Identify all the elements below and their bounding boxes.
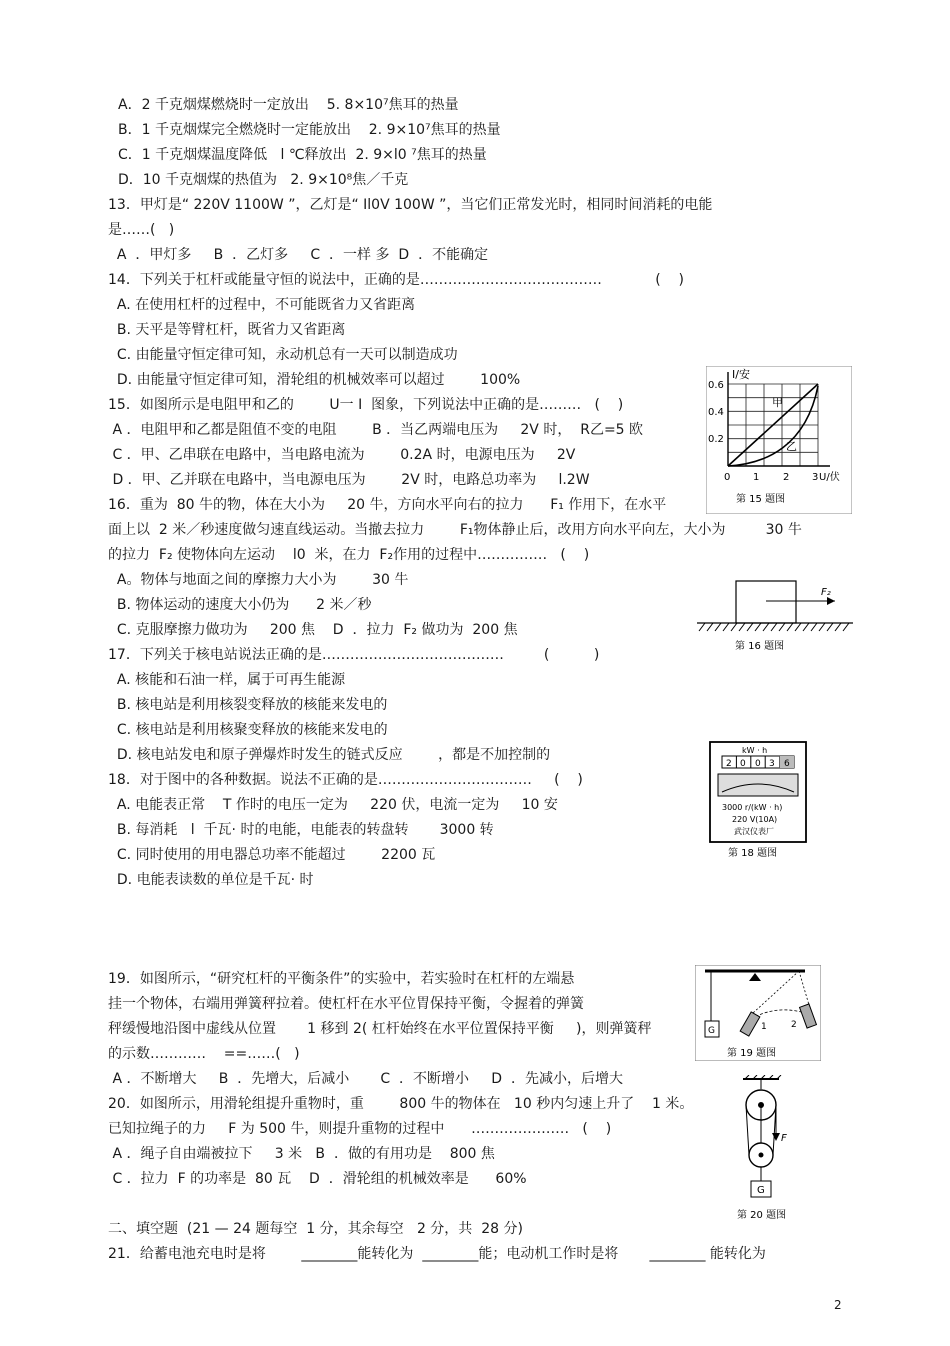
option-line: C. 由能量守恒定律可知，永动机总有一天可以制造成功 (108, 347, 458, 363)
option-line: A. 电能表正常 T 作时的电压一定为 220 伏，电流一定为 10 安 (108, 797, 558, 813)
question-18: 18．对于图中的各种数据。说法不正确的是…………………………… ( ) (108, 772, 583, 788)
question-19: 19．如图所示，“研究杠杆的平衡条件”的实验中，若实验时在杠杆的左端悬 (108, 971, 575, 987)
option-line: A. 在使用杠杆的过程中，不可能既省力又省距离 (108, 297, 416, 313)
figure-20-pulley (735, 1075, 809, 1225)
question-21: 21．给蓄电池充电时是将 ________能转化为 ________能；电动机工作时是将 ________ 能转化为 (108, 1246, 766, 1262)
x-tick: 2 (783, 472, 790, 483)
option-line: B．1 千克烟煤完全燃烧时一定能放出 2. 9×10⁷焦耳的热量 (118, 122, 501, 138)
x-tick: 0 (724, 472, 731, 483)
question-line: 挂一个物体，右端用弹簧秤拉着。使杠杆在水平位胃保持平衡，令握着的弹簧 (108, 996, 584, 1012)
option-line: A. 核能和石油一样，属于可再生能源 (108, 672, 346, 688)
meter-digit: 2 (726, 759, 732, 769)
curve-label-a: 甲 (772, 396, 783, 409)
x-axis-label: U/伏 (819, 472, 840, 483)
question-line: 的示数………… ==……( ) (108, 1046, 300, 1062)
position-1-label: 1 (761, 1022, 767, 1032)
meter-rating: 220 V(10A) (732, 815, 778, 824)
question-13: 13．甲灯是“ 220V 1100W ”，乙灯是“ Il0V 100W ”，当它们正常发光时，相同时间消耗的电能 (108, 197, 713, 213)
meter-digit: 3 (769, 759, 775, 769)
y-tick: 0.2 (708, 434, 724, 445)
y-axis-label: I/安 (732, 368, 750, 381)
option-line: A。物体与地面之间的摩擦力大小为 30 牛 (108, 572, 409, 588)
option-line: A ．不断增大 B ．先增大，后减小 C ．不断增小 D ．先减小，后增大 (108, 1071, 623, 1087)
option-line: D. 由能量守恒定律可知，滑轮组的机械效率可以超过 100% (108, 372, 521, 388)
question-line: 是……( ) (108, 222, 175, 238)
y-tick: 0.6 (708, 380, 724, 391)
weight-label: G (757, 1185, 765, 1196)
figure-caption: 第 15 题图 (736, 494, 786, 505)
question-14: 14．下列关于杠杆或能量守恒的说法中，正确的是………………………………… ( ) (108, 272, 684, 288)
figure-caption: 第 19 题图 (727, 1048, 777, 1059)
option-line: C. 克服摩擦力做功为 200 焦 D ．拉力 F₂ 做功为 200 焦 (108, 622, 518, 638)
position-2-label: 2 (791, 1020, 797, 1030)
option-line: B. 物体运动的速度大小仍为 2 米／秒 (108, 597, 372, 613)
figure-caption: 第 20 题图 (737, 1210, 787, 1221)
question-20: 20．如图所示，用滑轮组提升重物时，重 800 牛的物体在 10 秒内匀速上升了 1 米。 (108, 1096, 694, 1112)
x-tick: 3 (812, 472, 819, 483)
question-line: 的拉力 F₂ 使物体向左运动 l0 米，在力 F₂作用的过程中…………… ( ) (108, 547, 590, 563)
figure-19-lever (695, 965, 821, 1061)
meter-rate: 3000 r/(kW · h) (722, 803, 783, 812)
curve-label-b: 乙 (786, 440, 797, 453)
force-label: F₂ (821, 587, 831, 598)
option-line: A ．甲灯多 B ．乙灯多 C ．一样 多 D ．不能确定 (108, 247, 489, 263)
question-line: 已知拉绳子的力 F 为 500 牛，则提升重物的过程中 ………………… ( ) (108, 1121, 612, 1137)
option-line: C. 同时使用的用电器总功率不能超过 2200 瓦 (108, 847, 436, 863)
figure-15-iu-graph (706, 366, 852, 514)
section-heading: 二、填空题 (21 — 24 题每空 1 分，其余每空 2 分，共 28 分) (108, 1221, 523, 1237)
meter-maker: 武汉仪表厂 (734, 827, 774, 836)
question-line: 秤缓慢地沿图中虚线从位置 1 移到 2( 杠杆始终在水平位置保持平衡 )，则弹簧秤 (108, 1021, 652, 1037)
option-line: D. 电能表读数的单位是千瓦· 时 (108, 872, 314, 888)
option-line: B. 核电站是利用核裂变释放的核能来发电的 (108, 697, 388, 713)
option-line: D．10 千克烟煤的热值为 2. 9×10⁸焦／千克 (118, 172, 409, 188)
question-16: 16．重为 80 牛的物，体在大小为 20 牛，方向水平向右的拉力 F₁ 作用下，在水平 (108, 497, 667, 513)
figure-caption: 第 18 题图 (728, 848, 778, 859)
option-line: A ．电阻甲和乙都是阻值不变的电阻 B ．当乙两端电压为 2V 时， R乙=5 欧 (108, 422, 644, 438)
figure-16-block (695, 575, 855, 651)
option-line: D. 核电站发电和原子弹爆炸时发生的链式反应 ，都是不加控制的 (108, 747, 551, 763)
meter-digit: 0 (740, 759, 746, 769)
question-17: 17．下列关于核电站说法正确的是………………………………… ( ) (108, 647, 600, 663)
meter-digit: 0 (755, 759, 761, 769)
figure-caption: 第 16 题图 (735, 641, 785, 651)
option-line: B. 天平是等臂杠杆，既省力又省距离 (108, 322, 346, 338)
option-line: A．2 千克烟煤燃烧时一定放出 5. 8×10⁷焦耳的热量 (118, 97, 459, 113)
question-15: 15．如图所示是电阻甲和乙的 U一 I 图象，下列说法中正确的是……… ( ) (108, 397, 624, 413)
weight-label: G (708, 1026, 715, 1036)
x-tick: 1 (753, 472, 760, 483)
force-label: F (781, 1133, 787, 1144)
y-tick: 0.4 (708, 407, 724, 418)
option-line: C．1 千克烟煤温度降低 l ℃释放出 2. 9×l0 ⁷焦耳的热量 (118, 147, 487, 163)
option-line: C ．甲、乙串联在电路中，当电路电流为 0.2A 时，电源电压为 2V (108, 447, 576, 463)
meter-digit: 6 (784, 759, 790, 769)
option-line: B. 每消耗 l 千瓦· 时的电能，电能表的转盘转 3000 转 (108, 822, 494, 838)
option-line: D ．甲、乙并联在电路中，当电源电压为 2V 时，电路总功率为 l.2W (108, 472, 590, 488)
option-line: A ．绳子自由端被拉下 3 米 B ．做的有用功是 800 焦 (108, 1146, 495, 1162)
meter-unit: kW · h (742, 746, 768, 755)
question-line: 面上以 2 米／秒速度做匀速直线运动。当撤去拉力 F₁物体静止后，改用方向水平向左，大小为 30 牛 (108, 522, 802, 538)
page-number: 2 (834, 1298, 842, 1312)
option-line: C. 核电站是利用核聚变释放的核能来发电的 (108, 722, 388, 738)
figure-18-meter (708, 740, 808, 860)
option-line: C ．拉力 F 的功率是 80 瓦 D ．滑轮组的机械效率是 60% (108, 1171, 527, 1187)
